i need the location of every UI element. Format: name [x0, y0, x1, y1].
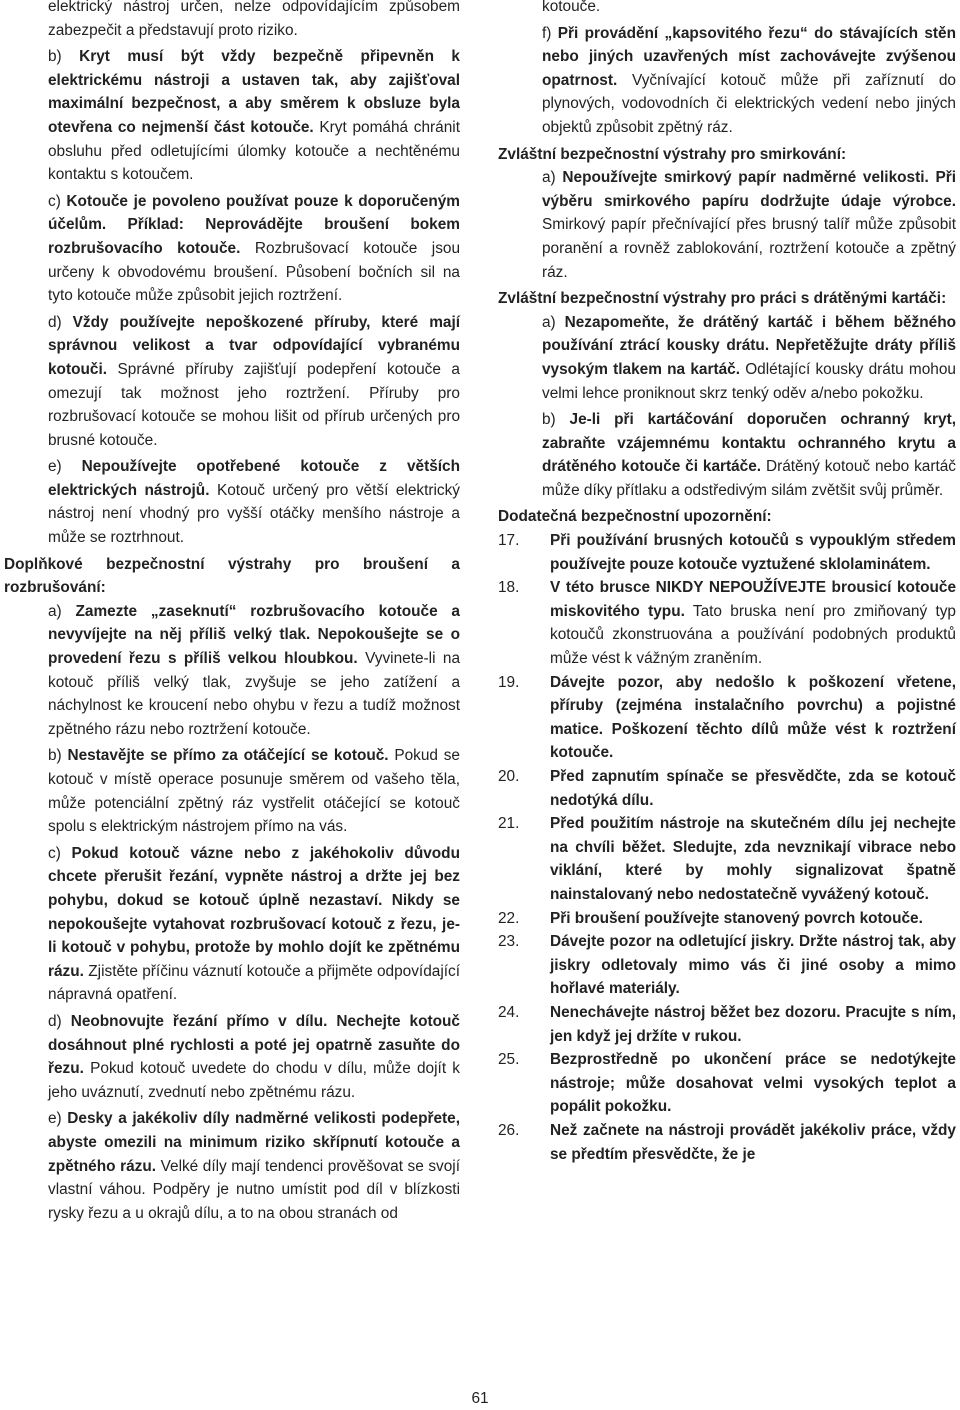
item-a	[498, 166, 956, 284]
item-label: b)	[48, 48, 80, 66]
paragraph-continued: elektrický nástroj určen, nelze odpovídajícím způsobem zabezpečit a představují proto riziko.	[48, 0, 460, 39]
item-text: Správné příruby zajišťují podepření kotouče a omezují tak možnost jeho roztržení. Příruby pro rozbrušovací kotouče se mohou lišit od přírub určených pro brusné kotouče.	[48, 360, 460, 449]
section-heading-additional: Dodatečná bezpečnostní upozornění:	[498, 508, 772, 526]
item-b	[4, 45, 460, 187]
item-label: b)	[48, 747, 68, 765]
item-a	[498, 311, 956, 405]
item-body: Dávejte pozor na odletující jiskry. Držte nástroj tak, aby jiskry odletovaly mimo vás či jiné osoby a mimo hořlavé materiály.	[550, 933, 956, 998]
item-label: c)	[48, 844, 72, 862]
item-number: 21.	[498, 815, 520, 833]
item-text: Velké díly mají tendenci prověšovat se svojí vlastní váhou. Podpěry je nutno umístit pod díl v blízkosti rysky řezu a u okrajů dílu, a to na obou stranách od	[48, 1157, 460, 1222]
item-label: d)	[48, 313, 73, 331]
item-text: Odlétající kousky drátu mohou velmi lehce proniknout skrz tenký oděv a/nebo pokožku.	[542, 360, 956, 402]
numbered-item-23	[498, 930, 956, 1001]
item-bold-text: Nepoužívejte smirkový papír nadměrné velikosti. Při výběru smirkového papíru dodržujte údaje výrobce.	[542, 169, 956, 210]
item-label: b)	[542, 411, 570, 429]
item-text: Kotouč určený pro větší elektrický nástroj není vhodný pro vyšší otáčky menšího nástroje a může se roztrhnout.	[48, 481, 460, 547]
item-bold-text: Je-li při kartáčování doporučen ochranný kryt, zabraňte vzájemnému kontaktu ochranného krytu a drátěného kotouče či kartáče.	[542, 411, 956, 476]
item-number: 17.	[498, 532, 520, 550]
item-number: 20.	[498, 768, 520, 785]
item-bold-text: Nezapomeňte, že drátěný kartáč i během běžného používání ztrácí kousky drátu. Nepřetěžujte dráty příliš vysokým tlakem na kartáč.	[542, 313, 956, 378]
section-heading: Doplňkové bezpečnostní výstrahy pro broušení a rozbrušování:	[4, 555, 460, 597]
item-text: Vyčnívající kotouč může při zaříznutí do plynových, vodovodních či elektrických vedení nebo jiných objektů způsobit zpětný ráz.	[542, 71, 956, 136]
paragraph-continued: kotouče.	[542, 0, 601, 15]
item-a	[4, 600, 460, 742]
numbered-item-17	[498, 529, 956, 576]
item-b	[4, 744, 460, 838]
item-bold-text: Zamezte „zaseknutí“ rozbrušovacího kotouče a nevyvíjejte na něj příliš velký tlak. Nepokoušejte se o provedení řezu s příliš velkou hloubkou.	[48, 602, 460, 668]
item-number: 22.	[498, 909, 520, 927]
item-body: V této brusce NIKDY NEPOUŽÍVEJTE brousicí kotouče miskovitého typu. Tato bruska není pro zmiňovaný typ kotoučů zkonstruována a používání podobných produktů může vést k vážným zraněním.	[550, 579, 956, 668]
item-body: Při používání brusných kotoučů s vypouklým středem používejte pouze kotouče vyztužené sklolaminátem.	[550, 532, 956, 573]
item-bold-text: Pokud kotouč vázne nebo z jakéhokoliv důvodu chcete přerušit řezání, vypněte nástroj a držte jej bez pohybu, dokud se kotouč úplně nezastaví. Nikdy se nepokoušejte vytahovat rozbrušovací kotouč z řezu, je-li kotouč v pohybu, protože by mohlo dojít ke zpětnému rázu.	[48, 844, 460, 980]
item-number: 23.	[498, 933, 520, 951]
item-text: Pokud se kotouč v místě operace posunuje směrem od vašeho těla, může potenciální zpětný ráz vystřelit otáčející se kotouč spolu s elektrickým nástrojem přímo na vás.	[48, 747, 460, 836]
item-label: a)	[542, 169, 563, 187]
item-label: d)	[48, 1012, 71, 1030]
item-d	[4, 311, 460, 453]
item-text: Vyvinete-li na kotouč příliš velký tlak, zvyšuje se jeho zatížení a náchylnost ke kroucení nebo ohybu v řezu a tudíž možnost zpětného rázu nebo roztržení kotouče.	[48, 650, 460, 738]
numbered-item-20	[498, 765, 956, 812]
item-body: Dávejte pozor, aby nedošlo k poškození vřetene, příruby (zejména instalačního povrchu) a pojistné matice. Poškození těchto dílů může vést k roztržení kotouče.	[550, 673, 956, 762]
item-c	[4, 190, 460, 308]
numbered-item-24	[498, 1001, 956, 1048]
item-text: Zjistěte příčinu váznutí kotouče a přijměte odpovídající nápravná opatření.	[48, 962, 460, 1004]
item-label: a)	[48, 602, 76, 620]
item-body: Při broušení používejte stanovený povrch kotouče.	[550, 909, 923, 927]
item-e	[4, 1107, 460, 1225]
item-label: f)	[542, 24, 558, 42]
item-body: Nenechávejte nástroj běžet bez dozoru. Pracujte s ním, jen když jej držíte v rukou.	[550, 1003, 956, 1045]
item-number: 19.	[498, 673, 520, 691]
item-number: 18.	[498, 579, 520, 597]
item-text: Smirkový papír přečnívající přes brusný talíř může způsobit poranění a rovněž zablokování, roztržení kotouče a zpětný ráz.	[542, 216, 956, 281]
numbered-item-26	[498, 1119, 956, 1166]
item-bold-text: Při provádění „kapsovitého řezu“ do stávajících stěn nebo jiných uzavřených míst zachovávejte zvýšenou opatrnost.	[542, 24, 956, 89]
item-bold-text: Kotouče je povoleno používat pouze k doporučeným účelům. Příklad: Neprovádějte broušení bokem rozbrušovacího kotouče.	[48, 192, 460, 257]
item-label: c)	[48, 192, 67, 210]
numbered-item-25	[498, 1048, 956, 1119]
page-number: 61	[471, 1390, 489, 1407]
numbered-item-21	[498, 812, 956, 906]
section-heading-sanding: Zvláštní bezpečnostní výstrahy pro smirkování:	[498, 145, 847, 163]
item-number: 25.	[498, 1051, 520, 1069]
item-number: 24.	[498, 1003, 520, 1021]
item-bold-text: Vždy používejte nepoškozené příruby, které mají správnou velikost a tvar odpovídající vybranému kotouči.	[48, 313, 460, 378]
item-bold-text: Nepoužívejte opotřebené kotouče z větších elektrických nástrojů.	[48, 458, 460, 499]
item-bold-text: Desky a jakékoliv díly nadměrné velikosti podepřete, abyste omezili na minimum riziko skřípnutí kotouče a zpětného rázu.	[48, 1110, 460, 1175]
item-body: Před použitím nástroje na skutečném dílu jej nechejte na chvíli běžet. Sledujte, zda nevznikají vibrace nebo viklání, které by mohly signalizovat špatně nainstalovaný nebo nedostatečně vyvážený kotouč.	[550, 815, 956, 903]
item-e	[4, 455, 460, 549]
item-number: 26.	[498, 1121, 520, 1139]
item-d	[4, 1010, 460, 1104]
item-label: e)	[48, 1110, 68, 1128]
numbered-item-19	[498, 671, 956, 765]
item-text: Rozbrušovací kotouče jsou určeny k obvodovému broušení. Působení bočních sil na tyto kotouče může způsobit jejich roztržení.	[48, 239, 461, 305]
item-bold-text: Nestavějte se přímo za otáčející se kotouč.	[67, 747, 389, 765]
item-b	[498, 408, 956, 502]
item-text: Drátěný kotouč nebo kartáč může díky přítlaku a odstředivým silám zvětšit svůj průměr.	[542, 458, 956, 499]
item-f	[498, 22, 956, 140]
left-column	[4, 0, 460, 1225]
item-text: Kryt pomáhá chránit obsluhu před odletujícími úlomky kotouče a nechtěnému kontaktu s kotoučem.	[48, 118, 460, 184]
section-heading-wire-brush: Zvláštní bezpečnostní výstrahy pro práci s drátěnými kartáči:	[498, 290, 947, 308]
item-bold-text: Kryt musí být vždy bezpečně připevněn k elektrickému nástroji a ustaven tak, aby zajišťoval maximální bezpečnost, a aby směrem k obsluze byla otevřena co nejmenší část kotouče.	[48, 48, 460, 136]
numbered-item-18	[498, 576, 956, 670]
item-label: e)	[48, 458, 82, 476]
item-body: Než začnete na nástroji provádět jakékoliv práce, vždy se předtím přesvědčte, že je	[550, 1121, 956, 1163]
item-body: Před zapnutím spínače se přesvědčte, zda se kotouč nedotýká dílu.	[550, 768, 956, 809]
item-label: a)	[542, 313, 565, 331]
item-body: Bezprostředně po ukončení práce se nedotýkejte nástroje; může dosahovat velmi vysokých teplot a popálit pokožku.	[550, 1051, 956, 1116]
numbered-item-22	[498, 907, 956, 931]
item-bold-text: Neobnovujte řezání přímo v dílu. Nechejte kotouč dosáhnout plné rychlosti a poté jej opatrně zasuňte do řezu.	[48, 1012, 460, 1078]
right-column	[498, 0, 956, 1166]
item-c	[4, 842, 460, 1007]
item-text: Pokud kotouč uvedete do chodu v dílu, může dojít k jeho uváznutí, zvednutí nebo zpětnému rázu.	[48, 1060, 460, 1101]
